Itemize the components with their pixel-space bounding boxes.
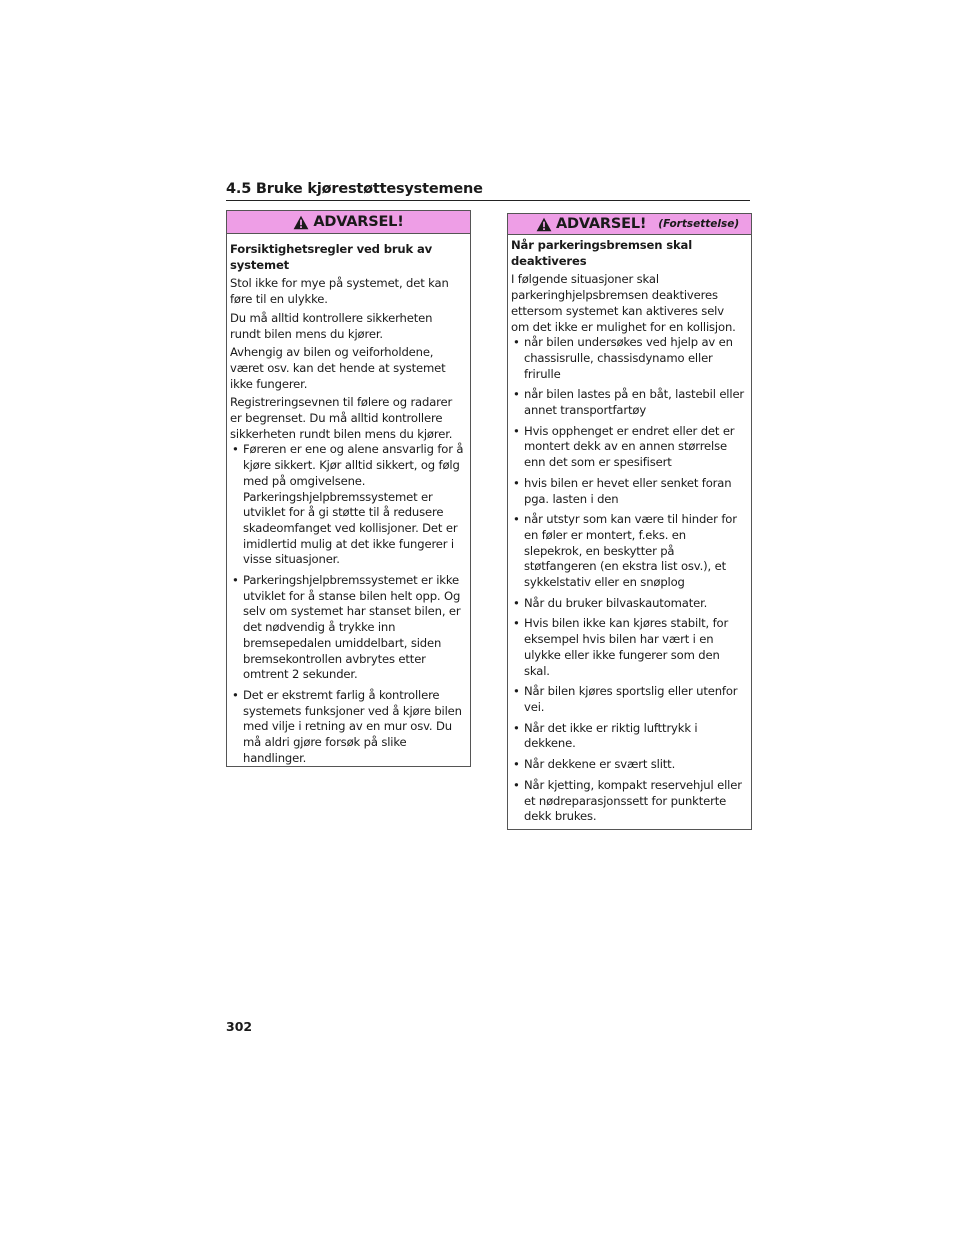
warning-title: ADVARSEL! <box>556 216 647 232</box>
warning-triangle-icon <box>536 217 552 232</box>
list-item: • Når kjetting, kompakt reservehjul eller et nødreparasjonssett for punkterte dekk brukes. <box>511 778 745 825</box>
warning-paragraph: Du må alltid kontrollere sikkerheten rundt bilen mens du kjører. <box>230 310 433 341</box>
list-item: • Parkeringshjelpbremssystemet er ikke utviklet for å stanse bilen helt opp. Og selv om systemet har stanset bilen, er det nødvendig å trykke inn bremsepedalen umiddelbart, siden bremsekontrollen avbrytes etter omtrent 2 sekunder. <box>230 573 464 683</box>
warning-paragraph: Avhengig av bilen og veiforholdene, været osv. kan det hende at systemet ikke fungerer. <box>230 345 446 391</box>
list-item: • hvis bilen er hevet eller senket foran pga. lasten i den <box>511 476 745 507</box>
warning-paragraph: I følgende situasjoner skal parkeringhjelpsbremsen deaktiveres ettersom systemet kan aktiveres selv om det ikke er mulighet for en kollisjon. <box>511 272 736 334</box>
page-number: 302 <box>226 1019 253 1034</box>
list-item: • Det er ekstremt farlig å kontrollere systemets funksjoner ved å kjøre bilen med vilje i retning av en mur osv. Du må aldri gjøre forsøk på slike handlinger. <box>230 688 464 767</box>
list-item: • Når bilen kjøres sportslig eller utenfor vei. <box>511 684 745 715</box>
warning-triangle-icon <box>293 215 309 230</box>
section-header <box>226 178 750 201</box>
warning-header <box>508 214 751 235</box>
warning-box-left <box>226 210 471 767</box>
list-item: • Når du bruker bilvaskautomater. <box>511 596 745 612</box>
warning-title: ADVARSEL! <box>313 214 404 230</box>
list-item: • Når det ikke er riktig lufttrykk i dekkene. <box>511 721 745 752</box>
section-title: 4.5 Bruke kjørestøttesystemene <box>226 181 483 197</box>
warning-header <box>227 211 470 234</box>
warning-bullet-list <box>511 335 745 825</box>
list-item: • Når dekkene er svært slitt. <box>511 757 745 773</box>
list-item: • når bilen undersøkes ved hjelp av en chassisrulle, chassisdynamo eller frirulle <box>511 335 745 382</box>
list-item: • Hvis bilen ikke kan kjøres stabilt, for eksempel hvis bilen har vært i en ulykke eller ikke fungerer som den skal. <box>511 616 745 679</box>
warning-body <box>227 234 470 780</box>
warning-paragraph: Registreringsevnen til følere og radarer er begrenset. Du må alltid kontrollere sikkerheten rundt bilen mens du kjører. <box>230 395 453 441</box>
warning-bullet-list <box>230 442 464 766</box>
list-item: • Føreren er ene og alene ansvarlig for å kjøre sikkert. Kjør alltid sikkert, og følg med på omgivelsene. Parkeringshjelpbremssystemet er utviklet for å gi støtte til å redusere skadeomfanget ved kollisjoner. Det er imidlertid mulig at det ikke fungerer i visse situasjoner. <box>230 442 464 568</box>
warning-heading: Forsiktighetsregler ved bruk av systemet <box>230 242 433 272</box>
warning-heading: Når parkeringsbremsen skal deaktiveres <box>511 238 693 268</box>
continued-label: (Fortsettelse) <box>658 218 740 230</box>
warning-box-right <box>507 213 752 830</box>
list-item: • når bilen lastes på en båt, lastebil eller annet transportfartøy <box>511 387 745 418</box>
warning-body <box>508 235 751 838</box>
list-item: • Hvis opphenget er endret eller det er montert dekk av en annen størrelse enn det som er spesifisert <box>511 424 745 471</box>
list-item: • når utstyr som kan være til hinder for en føler er montert, f.eks. en slepekrok, en beskytter på støtfangeren (en ekstra list osv.), et sykkelstativ eller en snøplog <box>511 512 745 591</box>
warning-paragraph: Stol ikke for mye på systemet, det kan føre til en ulykke. <box>230 276 449 307</box>
